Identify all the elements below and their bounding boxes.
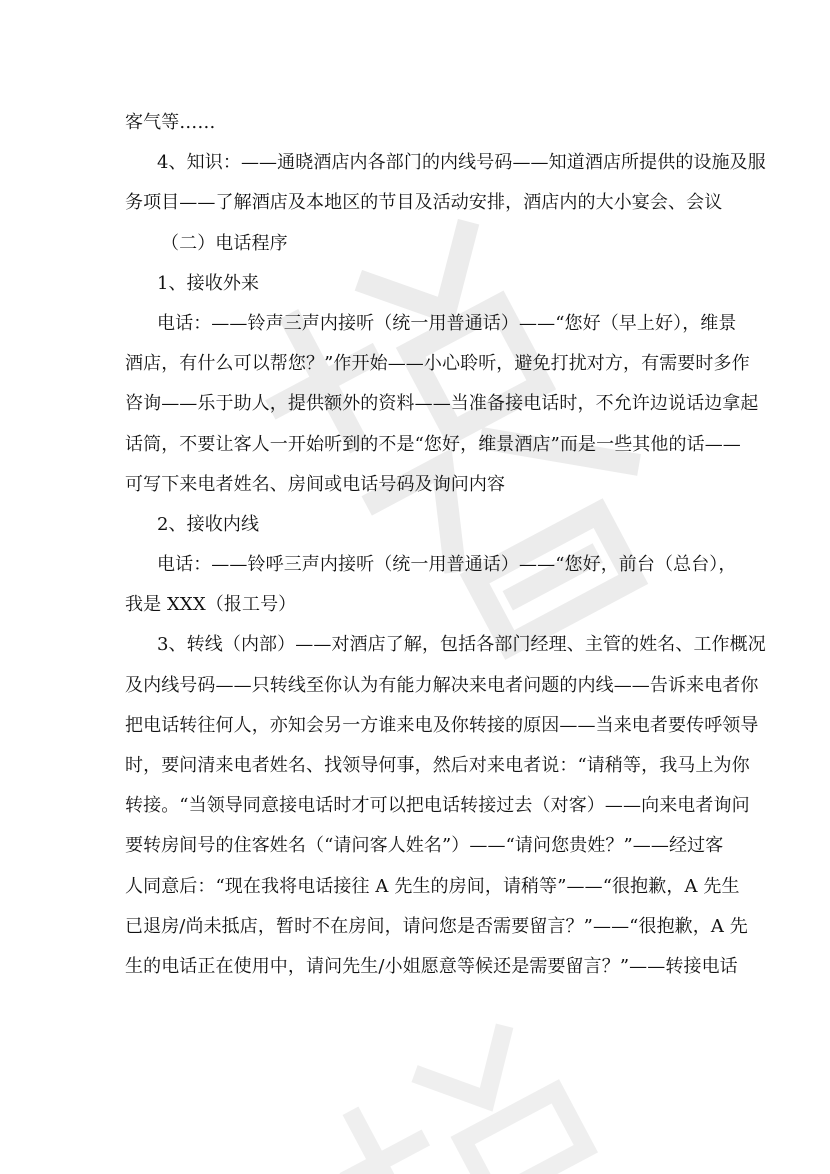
section-heading: （二）电话程序 (161, 232, 288, 254)
document-body (125, 104, 766, 988)
text-line-7: 酒店，有什么可以帮您？”作开始——小心聆听，避免打扰对方，有需要时多作 (125, 353, 750, 375)
text-line-13: 我是 XXX（报工号） (125, 594, 297, 616)
text-line-1: 客气等…… (125, 112, 216, 133)
subheading-receive-external: 1、接收外来 (157, 272, 260, 294)
text-line-6: 电话：——铃声三声内接听（统一用普通话）——“您好（早上好），维景 (157, 312, 737, 334)
text-line-15: 及内线号码——只转线至你认为有能力解决来电者问题的内线——告诉来电者你 (125, 674, 759, 696)
watermark-bottom-graphic (305, 970, 654, 1174)
text-line-20: 人同意后：“现在我将电话接往 A 先生的房间，请稍等”——“很抱歉，A 先生 (125, 875, 740, 897)
subheading-receive-internal: 2、接收内线 (157, 513, 260, 535)
text-line-10: 可写下来电者姓名、房间或电话号码及询问内容 (125, 473, 506, 495)
text-line-21: 已退房/尚未抵店，暂时不在房间，请问您是否需要留言？”——“很抱歉，A 先 (125, 915, 748, 937)
text-line-16: 把电话转往何人，亦知会另一方谁来电及你转接的原因——当来电者要传呼领导 (125, 714, 759, 736)
text-line-2: 4、知识：——通晓酒店内各部门的内线号码——知道酒店所提供的设施及服 (157, 152, 766, 174)
text-line-9: 话筒，不要让客人一开始听到的不是“您好，维景酒店”而是一些其他的话—— (125, 433, 741, 455)
text-line-12: 电话：——铃呼三声内接听（统一用普通话）——“您好，前台（总台）， (157, 554, 737, 576)
text-line-8: 咨询——乐于助人，提供额外的资料——当准备接电话时，不允许边说话边拿起 (125, 393, 759, 415)
text-line-18: 转接。“当领导同意接电话时才可以把电话转接过去（对客）——向来电者询问 (125, 795, 750, 817)
text-line-3: 务项目——了解酒店及本地区的节目及活动安排，酒店内的大小宴会、会议 (125, 192, 723, 214)
text-line-17: 时，要问清来电者姓名、找领导何事，然后对来电者说：“请稍等，我马上为你 (125, 755, 750, 776)
subheading-transfer-line: 3、转线（内部）——对酒店了解，包括各部门经理、主管的姓名、工作概况 (157, 634, 766, 656)
text-line-19: 要转房间号的住客姓名（“请问客人姓名”）——“请问您贵姓？”——经过客 (125, 835, 724, 857)
text-line-22: 生的电话正在使用中，请问先生/小姐愿意等候还是需要留言？”——转接电话 (125, 955, 738, 977)
